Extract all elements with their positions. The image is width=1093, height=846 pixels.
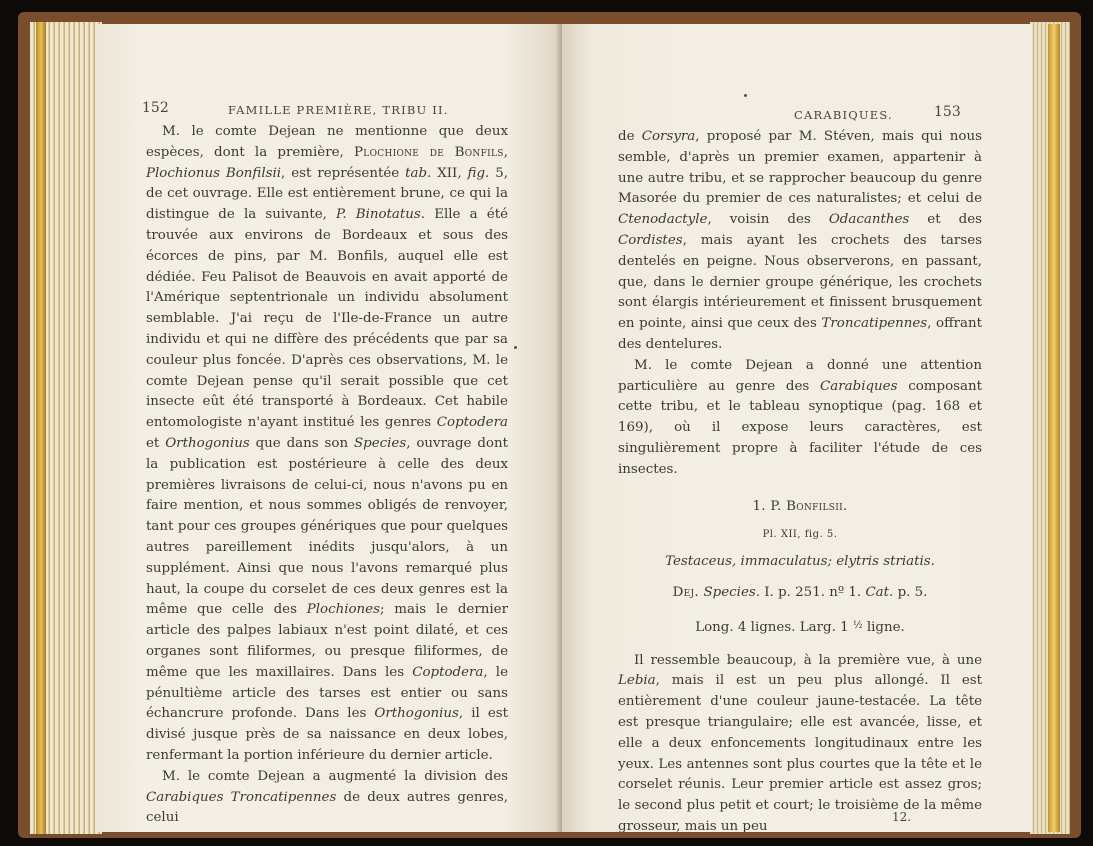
left-page [96,24,562,832]
running-head-left: FAMILLE PREMIÈRE, TRIBU II. [228,103,449,117]
synonymy: Dej. Species. I. p. 251. nº 1. Cat. p. 5. [672,584,928,600]
page-number-left: 152 [142,100,169,116]
gilt-edge-right [1048,24,1060,832]
plate-reference: Pl. XII, fig. 5. [762,529,838,541]
left-paragraph-1: M. le comte Dejean ne mentionne que deux espèces, dont la première, Plochione de Bonfils, Plochionus Bonfilsii, est représentée tab. XII, fig. 5, de cet ouvrage. Elle est entièrement brune, ce qui la distingue de la suivante, P. Binotatus. Elle a été trouvée aux environs de Bordeaux et sous des écorces de pins, par M. Bonfils, auquel elle est dédiée. Feu Palisot de Beauvois en avait apporté de l'Amérique septentrionale un individu absolument semblable. J'ai reçu de l'Ile-de-France un autre individu et qui ne diffère des précédents que par sa couleur plus foncée. D'après ces observations, M. le comte Dejean pense qu'il serait possible que cet insecte eût été transporté à Bordeaux. Cet habile entomologiste n'ayant institué les genres Coptodera et Orthogonius que dans son Species, ouvrage dont la publication est postérieure à celle des deux premières livraisons de celui-ci, nous n'avons pu en faire mention, et nous sommes obligés de renvoyer, tant pour ces groupes génériques que pour quelques autres pareillement inédits jusqu'alors, à un supplément. Ainsi que nous l'avons remarqué plus haut, la coupe du corselet de ces deux genres est la même que celle des Plochiones; mais le dernier article des palpes labiaux n'est point dilaté, et ces organes sont filiformes, ou presque filiformes, de même que les maxillaires. Dans les Coptodera, le pénultième article des tarses est entier ou sans échancrure profonde. Dans les Orthogonius, il est divisé jusque près de sa naissance en deux lobes, renfermant la portion inférieure du dernier article. [146,124,508,763]
ink-speck [514,346,517,349]
size-line: Long. 4 lignes. Larg. 1 $^{\frac{1}{2}}$ ligne. [695,619,905,635]
diagnosis: Testaceus, immaculatus; elytris striatis. [665,554,935,570]
left-body [146,122,508,829]
running-head-right: CARABIQUES. [794,108,893,122]
right-paragraph-2: M. le comte Dejean a donné une attention particulière au genre des Carabiques composant cette tribu, et le tableau synoptique (pag. 168 et 169), où il expose leurs caractères, est singulièrement propre à faciliter l'étude de ces insectes. [618,357,982,477]
gilt-edge-left [36,22,46,834]
species-heading: 1. P. Bonfilsii. [752,498,848,514]
page-number-right: 153 [934,104,961,120]
signature-mark: 12. [892,810,912,824]
ink-speck [744,94,747,97]
right-body [618,127,982,832]
right-page [562,24,1032,832]
description-paragraph: Il ressemble beaucoup, à la première vue, à une Lebia, mais il est un peu plus allongé. Il est entièrement d'une couleur jaune-testacée. La tête est presque triangulaire; elle est avancée, lisse, et elle a deux enfoncements longitudinaux entre les yeux. Les antennes sont plus courtes que la tête et le corselet réunis. Leur premier article est assez gros; le second plus petit et court; le troisième de la même grosseur, mais un peu [618,652,982,832]
left-paragraph-2: M. le comte Dejean a augmenté la division des Carabiques Troncatipennes de deux autres genres, celui [146,768,508,826]
right-paragraph-1: de Corsyra, proposé par M. Stéven, mais qui nous semble, d'après un premier examen, appartenir à une autre tribu, et se rapprocher beaucoup du genre Masorée du premier de ces naturalistes; et celui de Ctenodactyle, voisin des Odacanthes et des Cordistes, mais ayant les crochets des tarses dentelés en peigne. Nous observerons, en passant, que, dans le dernier groupe générique, les crochets sont élargis intérieurement et finissent brusquement en pointe, ainsi que ceux des Troncatipennes, offrant des dentelures. [618,129,983,352]
